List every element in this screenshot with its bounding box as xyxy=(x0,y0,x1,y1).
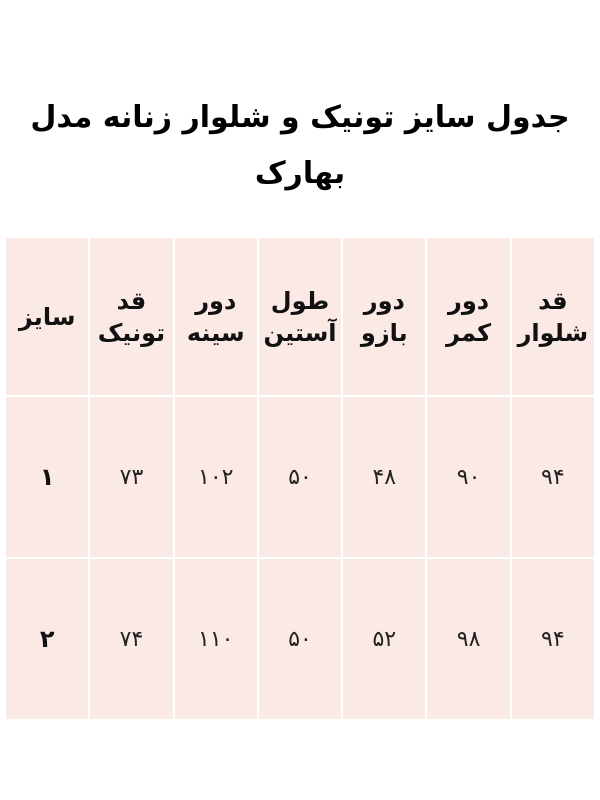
header-line: طول xyxy=(270,286,330,315)
cell-size: ۲ xyxy=(5,558,89,720)
header-line: شلوار xyxy=(517,318,589,347)
cell-tunic-length: ۷۴ xyxy=(89,558,173,720)
header-sleeve-length xyxy=(258,237,342,396)
cell-waist: ۹۰ xyxy=(426,396,510,558)
header-tunic-length xyxy=(89,237,173,396)
cell-arm: ۴۸ xyxy=(342,396,426,558)
cell-size: ۱ xyxy=(5,396,89,558)
header-pants-length xyxy=(511,237,595,396)
cell-arm: ۵۲ xyxy=(342,558,426,720)
header-line: قد xyxy=(538,286,568,315)
table-row xyxy=(5,396,595,558)
page-title: جدول سایز تونیک و شلوار زنانه مدل بهارک xyxy=(30,100,570,191)
cell-chest: ۱۱۰ xyxy=(174,558,258,720)
cell-tunic-length: ۷۳ xyxy=(89,396,173,558)
table-row xyxy=(5,558,595,720)
header-line: بازو xyxy=(360,318,408,347)
header-line: سایز xyxy=(18,302,76,331)
header-line: قد xyxy=(116,286,147,315)
header-line: سینه xyxy=(186,318,245,347)
cell-chest: ۱۰۲ xyxy=(174,396,258,558)
header-line: تونیک xyxy=(97,318,166,347)
header-chest xyxy=(174,237,258,396)
header-line: کمر xyxy=(446,318,492,347)
table-header-row xyxy=(5,237,595,396)
size-table-container xyxy=(4,236,596,715)
header-line: آستین xyxy=(263,318,337,347)
cell-sleeve-length: ۵۰ xyxy=(258,558,342,720)
header-size xyxy=(5,237,89,396)
header-line: دور xyxy=(448,286,490,315)
header-waist xyxy=(426,237,510,396)
cell-waist: ۹۸ xyxy=(426,558,510,720)
header-line: دور xyxy=(195,286,237,315)
cell-sleeve-length: ۵۰ xyxy=(258,396,342,558)
header-line: دور xyxy=(363,286,405,315)
size-table xyxy=(4,236,596,721)
cell-pants-length: ۹۴ xyxy=(511,396,595,558)
header-arm xyxy=(342,237,426,396)
cell-pants-length: ۹۴ xyxy=(511,558,595,720)
